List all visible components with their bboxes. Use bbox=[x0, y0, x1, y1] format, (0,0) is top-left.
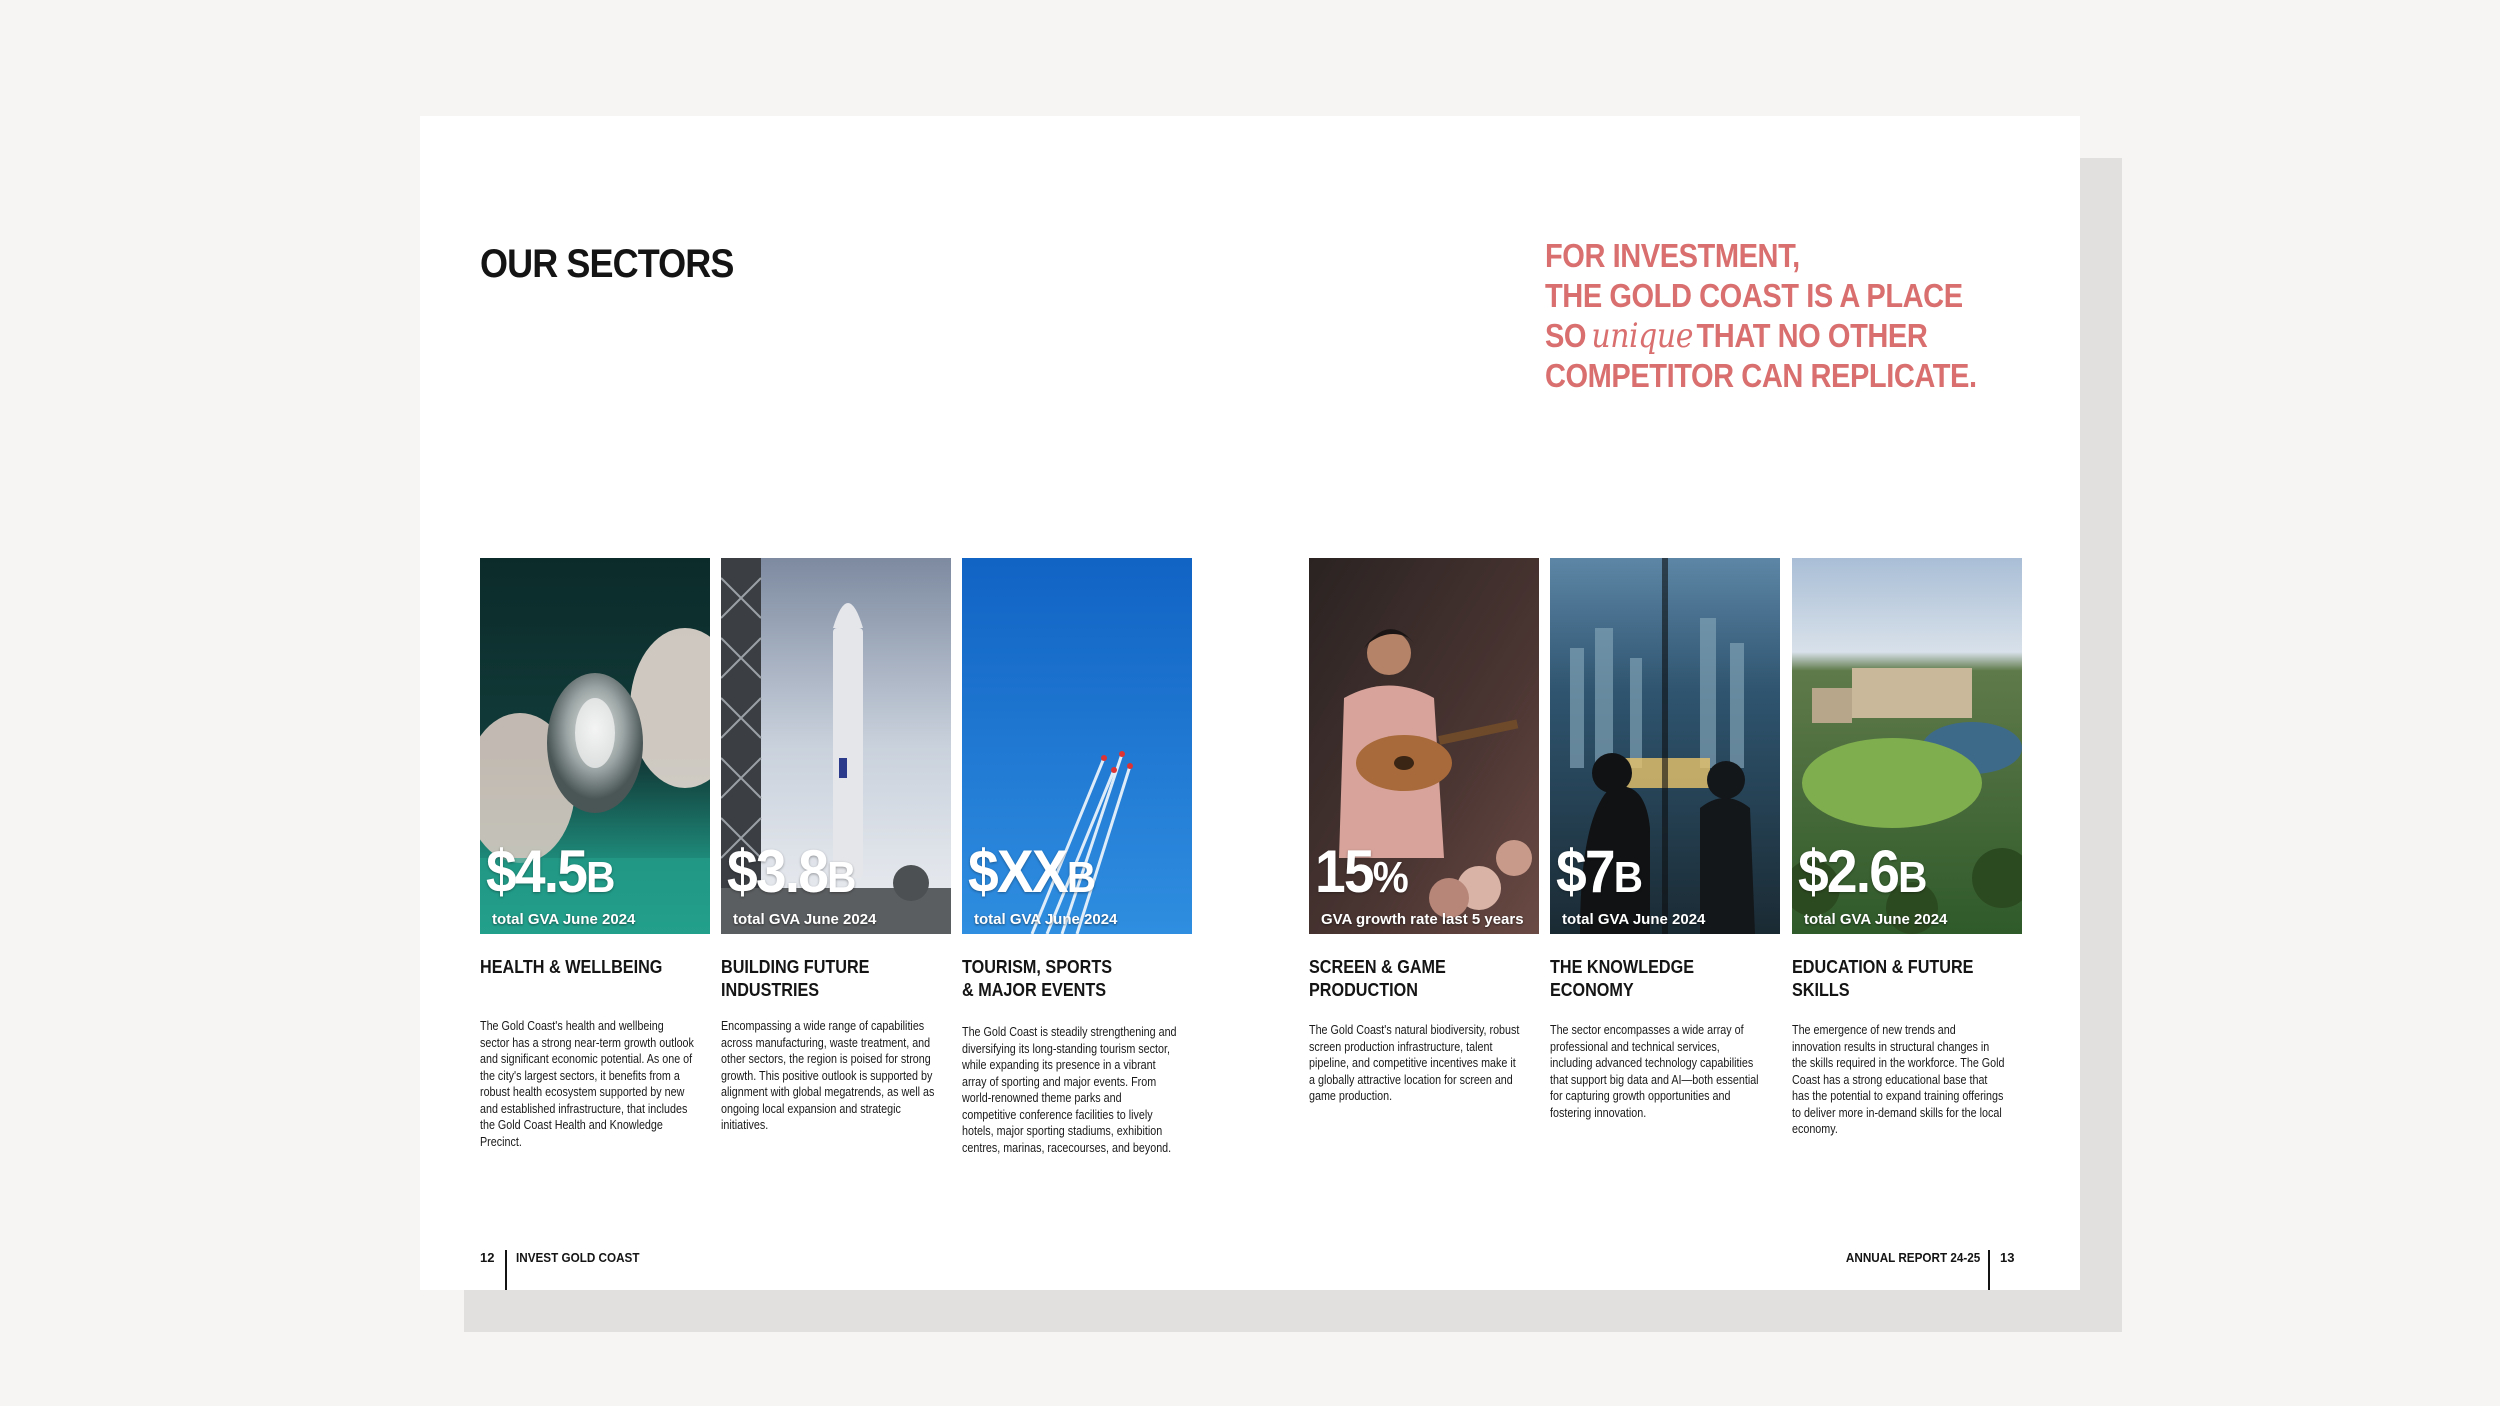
knowledge-figure bbox=[1556, 838, 1643, 908]
left-footer-divider bbox=[505, 1250, 507, 1290]
health-title-line: HEALTH & WELLBEING bbox=[480, 957, 663, 977]
building-image bbox=[721, 558, 951, 934]
education-figure-value: $2.6 bbox=[1798, 838, 1899, 905]
screen-figure-value: 15 bbox=[1315, 838, 1373, 905]
sector-card-building bbox=[721, 558, 951, 1132]
education-caption: total GVA June 2024 bbox=[1804, 911, 1948, 928]
knowledge-image bbox=[1550, 558, 1780, 934]
tourism-caption: total GVA June 2024 bbox=[974, 911, 1118, 928]
quote-line-4: COMPETITOR CAN REPLICATE. bbox=[1545, 357, 1977, 394]
education-image bbox=[1792, 558, 2022, 934]
right-footer-divider bbox=[1988, 1250, 1990, 1290]
screen-title bbox=[1309, 956, 1525, 1002]
education-figure-unit: B bbox=[1898, 853, 1928, 902]
tourism-figure-unit: B bbox=[1066, 853, 1097, 902]
building-figure-unit: B bbox=[827, 853, 857, 902]
screen-body: The Gold Coast's natural biodiversity, robust screen production infrastructure, talent pipeline, and competitive incentives make it a globally attractive location for screen and game production. bbox=[1309, 1023, 1520, 1103]
health-caption: total GVA June 2024 bbox=[492, 911, 636, 928]
pull-quote bbox=[1545, 236, 1977, 396]
health-image bbox=[480, 558, 710, 934]
quote-line-3 bbox=[1545, 316, 1977, 356]
knowledge-title-line: THE KNOWLEDGE ECONOMY bbox=[1550, 957, 1694, 1000]
quote-line-1: FOR INVESTMENT, bbox=[1545, 237, 1800, 274]
left-footer-label: INVEST GOLD COAST bbox=[516, 1250, 640, 1265]
knowledge-caption: total GVA June 2024 bbox=[1562, 911, 1706, 928]
screen-figure bbox=[1315, 838, 1409, 908]
knowledge-body: The sector encompasses a wide array of professional and technical services, including advanced technology capabilities that support big data and AI—both essential for capturing growth opportunities and fostering innovation. bbox=[1550, 1023, 1759, 1120]
tourism-title-line-2: & MAJOR EVENTS bbox=[962, 980, 1107, 1000]
sector-card-health bbox=[480, 558, 710, 1149]
tourism-title-line-1: TOURISM, SPORTS bbox=[962, 957, 1113, 977]
quote-that-no-other: THAT NO OTHER bbox=[1696, 317, 1928, 354]
education-title bbox=[1792, 956, 2008, 1002]
building-figure bbox=[727, 838, 857, 908]
screen-figure-unit: % bbox=[1372, 853, 1409, 902]
tourism-figure-value: $XX bbox=[968, 838, 1067, 905]
health-figure-value: $4.5 bbox=[486, 838, 587, 905]
quote-so: SO bbox=[1545, 317, 1587, 354]
education-title-line: EDUCATION & FUTURE SKILLS bbox=[1792, 957, 1974, 1000]
sector-card-knowledge bbox=[1550, 558, 1780, 1120]
health-figure-unit: B bbox=[586, 853, 616, 902]
health-figure bbox=[486, 838, 616, 908]
knowledge-figure-value: $7 bbox=[1556, 838, 1614, 905]
building-title-line-2: INDUSTRIES bbox=[721, 980, 820, 1000]
sector-card-education bbox=[1792, 558, 2022, 1136]
education-body: The emergence of new trends and innovation results in structural changes in the skills required in the workforce. The Gold Coast has a strong educational base that has the potential to expand training offerings to deliver more in-demand skills for the local economy. bbox=[1792, 1023, 2005, 1136]
screen-title-line-2: PRODUCTION bbox=[1309, 980, 1418, 1000]
tourism-body: The Gold Coast is steadily strengthening and diversifying its long-standing tourism sector, while expanding its presence in a vibrant array of sporting and major events. From world-renowned theme parks and competitive conference facilities to lively hotels, major sporting stadiums, exhibition centres, marinas, racecourses, and beyond. bbox=[962, 1025, 1177, 1155]
left-page-number: 12 bbox=[480, 1250, 495, 1265]
report-spread bbox=[420, 116, 2080, 1290]
screen-caption: GVA growth rate last 5 years bbox=[1321, 911, 1524, 928]
knowledge-figure-unit: B bbox=[1613, 853, 1643, 902]
tourism-figure bbox=[968, 838, 1097, 908]
building-body: Encompassing a wide range of capabilities across manufacturing, waste treatment, and other sectors, the region is poised for strong growth. This positive outlook is supported by alignment with global megatrends, as well as ongoing local expansion and strategic initiatives. bbox=[721, 1019, 935, 1132]
building-caption: total GVA June 2024 bbox=[733, 911, 877, 928]
sector-card-screen bbox=[1309, 558, 1539, 1103]
health-body: The Gold Coast's health and wellbeing sector has a strong near-term growth outlook and significant economic potential. As one of the city's largest sectors, it benefits from a robust health ecosystem supported by new and established infrastructure, that includes the Gold Coast Health and Knowledge Precinct. bbox=[480, 1019, 694, 1149]
building-title-line-1: BUILDING FUTURE bbox=[721, 957, 870, 977]
right-page-number: 13 bbox=[2000, 1250, 2015, 1265]
page-title: OUR SECTORS bbox=[480, 242, 734, 286]
screen-title-line-1: SCREEN & GAME bbox=[1309, 957, 1446, 977]
screen-image bbox=[1309, 558, 1539, 934]
quote-unique-script: unique bbox=[1591, 316, 1693, 356]
tourism-title bbox=[962, 956, 1178, 1002]
health-title bbox=[480, 956, 696, 979]
knowledge-title bbox=[1550, 956, 1766, 1002]
tourism-image bbox=[962, 558, 1192, 934]
building-title bbox=[721, 956, 937, 1002]
right-footer-label: ANNUAL REPORT 24-25 bbox=[1845, 1250, 1980, 1265]
education-figure bbox=[1798, 838, 1928, 908]
sector-card-tourism bbox=[962, 558, 1192, 1155]
building-figure-value: $3.8 bbox=[727, 838, 828, 905]
quote-line-2: THE GOLD COAST IS A PLACE bbox=[1545, 277, 1963, 314]
